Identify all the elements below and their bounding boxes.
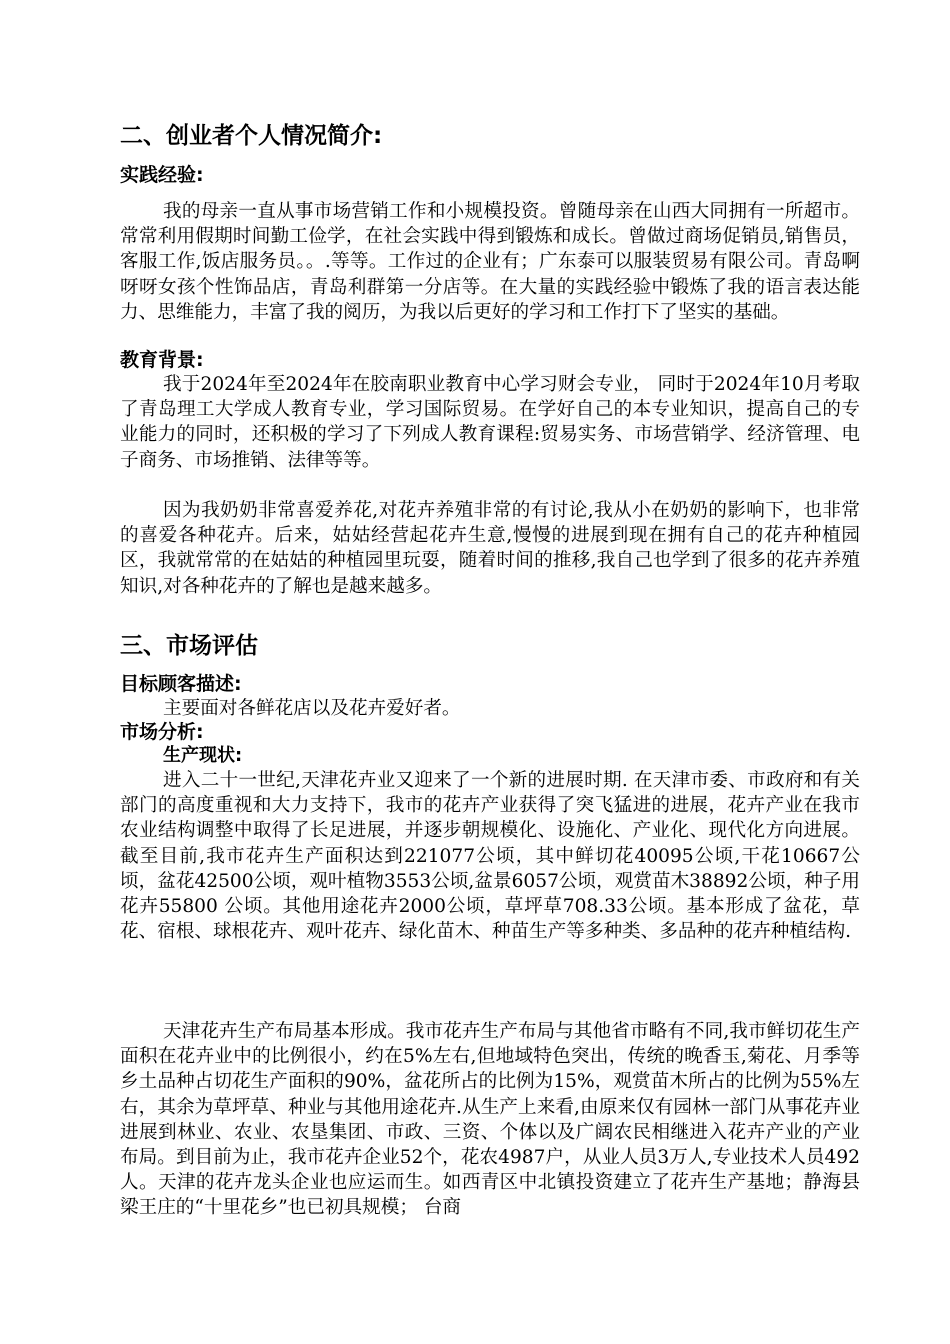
practice-heading: 实践经验: (120, 164, 204, 186)
education-heading: 教育背景: (120, 349, 204, 371)
section-3-title: 三、市场评估 (120, 633, 258, 659)
production-layout-paragraph: 天津花卉生产布局基本形成。我市花卉生产布局与其他省市略有不同,我市鲜切花生产面积在花卉业中的比例很小，约在5%左右,但地域特色突出，传统的晚香玉,菊花、月季等乡土品种占切花生产面积的90%，盆花所占的比例为15%，观赏苗木所占的比例为55%左右，其余为草坪草、种业与其他用途花卉.从生产上来看,由原来仅有园林一部门从事花卉业进展到林业、农业、农垦集团、市政、三资、个体以及广阔农民相继进入花卉产业的产业布局。到目前为止，我市花卉企业52个，花农4987户，从业人员3万人,专业技术人员492人。天津的花卉龙头企业也应运而生。如西青区中北镇投资建立了花卉生产基地；静海县梁王庄的“十里花乡”也已初具规模； 台商 (120, 1021, 860, 1219)
production-status-paragraph: 进入二十一世纪,天津花卉业又迎来了一个新的进展时期. 在天津市委、市政府和有关部门的高度重视和大力支持下，我市的花卉产业获得了突飞猛进的进展，花卉产业在我市农业结构调整中取得了长足进展，并逐步朝规模化、设施化、产业化、现代化方向进展。截至目前,我市花卉生产面积达到221077公顷，其中鲜切花40095公顷,干花10667公顷，盆花42500公顷，观叶植物3553公顷,盆景6057公顷，观赏苗木38892公顷，种子用花卉55800 公顷。其他用途花卉2000公顷，草坪草708.33公顷。基本形成了盆花，草花、宿根、球根花卉、观叶花卉、绿化苗木、种苗生产等多种类、多品种的花卉种植结构. (120, 770, 860, 943)
practice-paragraph: 我的母亲一直从事市场营销工作和小规模投资。曾随母亲在山西大同拥有一所超市。常常利用假期时间勤工俭学，在社会实践中得到锻炼和成长。曾做过商场促销员,销售员，客服工作,饭店服务员。。.等等。工作过的企业有；广东泰可以服装贸易有限公司。青岛啊呀呀女孩个性饰品店，青岛利群第一分店等。在大量的实践经验中锻炼了我的语言表达能力、思维能力，丰富了我的阅历，为我以后更好的学习和工作打下了坚实的基础。 (120, 201, 860, 323)
production-status-heading: 生产现状: (163, 745, 243, 766)
target-customer-text: 主要面对各鲜花店以及花卉爱好者。 (163, 698, 461, 719)
education-paragraph: 我于2024年至2024年在胶南职业教育中心学习财会专业， 同时于2024年10月考取了青岛理工大学成人教育专业，学习国际贸易。在学好自己的本专业知识，提高自己的专业能力的同时，还积极的学习了下列成人教育课程:贸易实务、市场营销学、经济管理、电子商务、市场推销、法律等等。 (120, 374, 860, 471)
market-analysis-heading: 市场分析: (120, 721, 204, 743)
flower-hobby-paragraph: 因为我奶奶非常喜爱养花,对花卉养殖非常的有讨论,我从小在奶奶的影响下，也非常的喜爱各种花卉。后来，姑姑经营起花卉生意,慢慢的进展到现在拥有自己的花卉种植园区，我就常常的在姑姑的种植园里玩耍，随着时间的推移,我自己也学到了很多的花卉养殖知识,对各种花卉的了解也是越来越多。 (120, 500, 860, 597)
section-2-title: 二、创业者个人情况简介: (120, 123, 383, 149)
target-customer-heading: 目标顾客描述: (120, 673, 242, 695)
